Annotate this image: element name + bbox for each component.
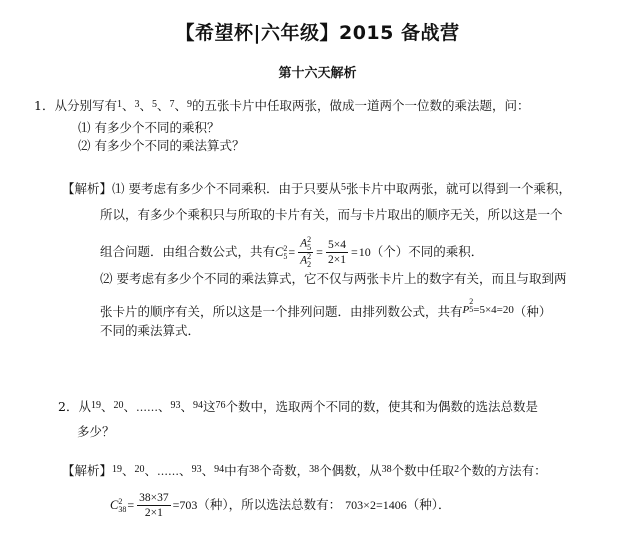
analysis-text: （种），所以选法总数有：: [197, 497, 342, 512]
analysis-text: 张卡片中取两张，就可以得到一个乘积，: [346, 181, 572, 196]
formula-symbol: C: [275, 245, 284, 259]
separator: 、: [100, 399, 114, 414]
number: 94: [214, 464, 225, 475]
number: 76: [215, 400, 226, 411]
number: 5: [152, 99, 157, 110]
question-text: 从分别写有: [54, 98, 117, 113]
number: 5: [341, 182, 346, 193]
result: =703: [172, 498, 198, 512]
analysis-text: 个数中任取: [391, 463, 455, 478]
numerator: 5×4: [327, 239, 346, 251]
number: 7: [169, 99, 175, 110]
superscript: 2: [469, 297, 474, 306]
number: 20: [134, 464, 145, 475]
analysis-text: 组合问题．由组合数公式，共有: [100, 244, 276, 259]
separator: 、: [174, 98, 188, 113]
subscript: 5: [307, 243, 312, 252]
question-2-line-2: 多少？: [77, 424, 115, 439]
analysis-label: 【解析】: [62, 181, 113, 196]
analysis-1-line-1: [62, 180, 571, 197]
subscript: 2: [307, 260, 312, 269]
formula-index: [118, 498, 126, 514]
analysis-text: 个奇数，: [259, 463, 310, 478]
number: 19: [90, 400, 101, 411]
analysis-1-line-3: [100, 236, 483, 269]
question-number: 2．: [58, 399, 79, 414]
number: 38: [249, 464, 260, 475]
analysis-1-part-2-line-2: [100, 298, 551, 320]
analysis-label: 【解析】: [62, 463, 113, 478]
number: 93: [191, 464, 202, 475]
formula-symbol: P: [462, 304, 470, 316]
separator: 、: [144, 463, 158, 478]
analysis-text: （个）不同的乘积．: [370, 244, 484, 259]
equals-sign: =: [127, 498, 135, 512]
analysis-text: 张卡片的顺序有关，所以这是一个排列问题．由排列数公式，共有: [100, 304, 463, 319]
analysis-text: 个偶数，从: [319, 463, 382, 478]
question-text: 个数中，选取两个不同的数，使其和为偶数的选法总数是: [225, 399, 539, 414]
analysis-2-line-2: [110, 490, 450, 520]
numerator: 38×37: [139, 492, 169, 504]
separator: 、: [122, 463, 135, 478]
page-title: 【希望杯|六年级】2015 备战营: [175, 22, 460, 44]
number: 93: [170, 400, 181, 411]
formula-index: [307, 236, 311, 252]
separator: 、: [157, 98, 170, 113]
question-1-sub-2: ⑵ 有多少个不同的乘法算式？: [78, 138, 245, 153]
fraction-a: [298, 236, 313, 269]
subscript: 38: [118, 504, 127, 514]
analysis-text: （种）: [513, 304, 552, 319]
question-text: 这: [203, 399, 216, 414]
superscript: 2: [118, 496, 123, 506]
formula-index: [307, 253, 311, 269]
analysis-1-line-2: 所以，有多少个乘积只与所取的卡片有关，而与卡片取出的顺序无关，所以这是一个: [100, 207, 563, 222]
superscript: 2: [307, 235, 312, 244]
equals-sign: =: [350, 245, 358, 259]
superscript: 2: [307, 252, 312, 261]
analysis-1-part-2-line-1: ⑵ 要考虑有多少个不同的乘法算式，它不仅与两张卡片上的数字有关，而且与取到两: [100, 271, 567, 286]
subscript: 5: [469, 305, 474, 314]
ellipsis: ……: [157, 465, 180, 478]
number: 3: [134, 99, 140, 110]
denominator: 2×1: [144, 507, 163, 519]
number: 38: [309, 464, 320, 475]
separator: 、: [158, 399, 171, 414]
analysis-1-part-2-line-3: 不同的乘法算式．: [100, 323, 201, 338]
page-subtitle: 第十六天解析: [278, 66, 357, 81]
number: 19: [112, 464, 123, 475]
analysis-text: （种）．: [406, 497, 451, 512]
number: 20: [113, 400, 124, 411]
formula-expression: =5×4=20: [473, 304, 514, 316]
question-1-sub-1: ⑴ 有多少个不同的乘积？: [78, 120, 220, 135]
superscript: 2: [283, 243, 288, 253]
number: 38: [381, 464, 392, 475]
separator: 、: [121, 98, 135, 113]
separator: 、: [201, 463, 215, 478]
separator: 、: [139, 98, 152, 113]
formula-symbol: A: [300, 254, 308, 267]
result: 10: [358, 245, 371, 259]
question-text: 从: [78, 399, 91, 414]
formula-symbol: A: [300, 237, 308, 250]
separator: 、: [179, 463, 192, 478]
equals-sign: =: [316, 245, 323, 259]
fraction-b: [326, 238, 348, 267]
formula-symbol: C: [110, 498, 119, 512]
number: 9: [187, 99, 193, 110]
separator: 、: [123, 399, 136, 414]
number: 1: [116, 99, 122, 110]
formula-index: [283, 245, 287, 261]
denominator: 2×1: [327, 254, 346, 266]
final-result: 703×2=1406: [345, 498, 407, 512]
equals-sign: =: [288, 245, 296, 259]
separator: 、: [180, 399, 194, 414]
question-1: [34, 97, 530, 114]
analysis-text: ⑴ 要考虑有多少个不同乘积．由于只要从: [112, 181, 341, 196]
subscript: 5: [283, 251, 288, 261]
number: 2: [454, 464, 460, 475]
analysis-text: 个数的方法有：: [459, 463, 547, 478]
question-2: [58, 398, 538, 416]
question-text: 的五张卡片中任取两张，做成一道两个一位数的乘法题，问：: [192, 98, 530, 113]
question-number: 1．: [34, 98, 55, 113]
analysis-text: 中有: [224, 463, 250, 478]
number: 94: [193, 400, 204, 411]
ellipsis: ……: [136, 401, 158, 414]
fraction: [137, 491, 171, 520]
analysis-2-line-1: [62, 462, 547, 480]
